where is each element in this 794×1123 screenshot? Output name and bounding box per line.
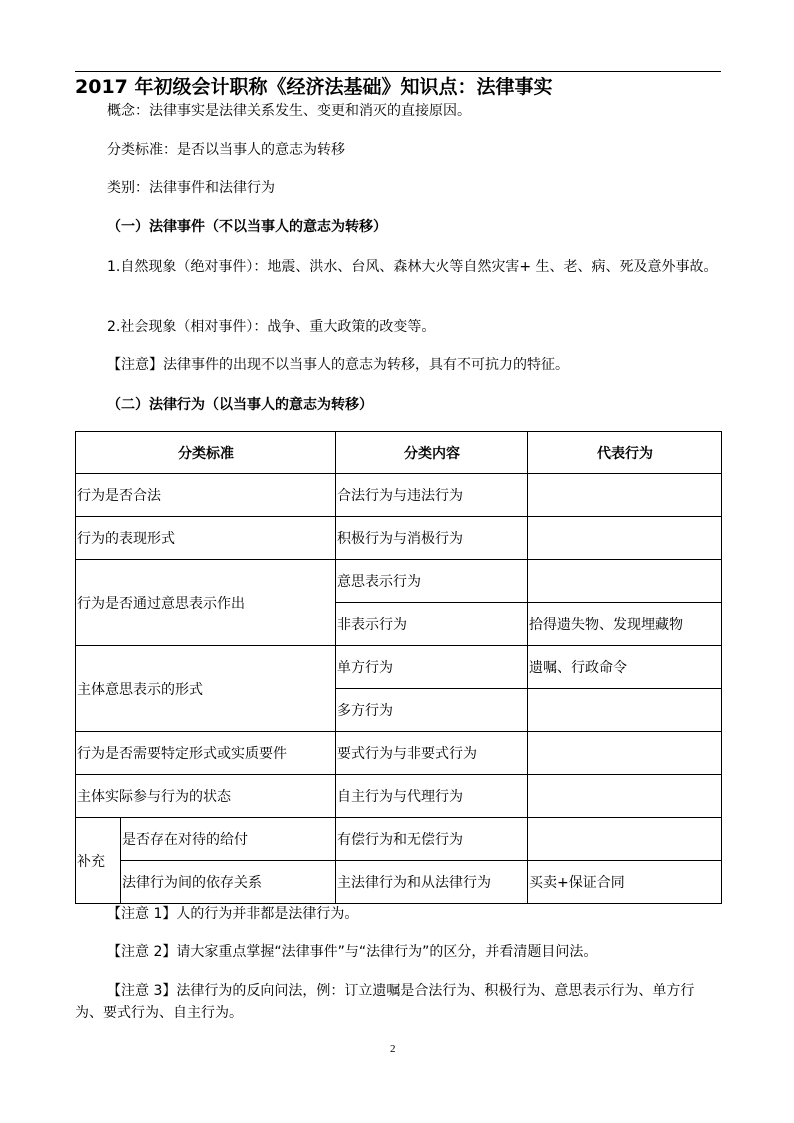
row-criterion: 行为是否需要特定形式或实质要件 — [76, 732, 336, 775]
table-row — [76, 861, 722, 904]
row-content: 非表示行为 — [336, 603, 528, 646]
header-example: 代表行为 — [528, 432, 722, 474]
legal-acts-table — [75, 431, 722, 904]
criterion-paragraph: 分类标准：是否以当事人的意志为转移 — [107, 142, 345, 158]
row-example — [528, 732, 722, 775]
row-criterion: 行为是否通过意思表示作出 — [76, 560, 336, 646]
row-content: 多方行为 — [336, 689, 528, 732]
page-number: 2 — [390, 1043, 396, 1055]
header-rule — [75, 71, 721, 72]
section2-heading: （二）法律行为（以当事人的意志为转移） — [107, 397, 373, 413]
table-row — [76, 732, 722, 775]
row-criterion: 行为是否合法 — [76, 474, 336, 517]
section1-heading: （一）法律事件（不以当事人的意志为转移） — [107, 219, 387, 235]
item1-paragraph: 1.自然现象（绝对事件）：地震、洪水、台风、森林大火等自然灾害+ 生、老、病、死及意外事故。 — [107, 259, 718, 275]
note1-paragraph: 【注意 1】人的行为并非都是法律行为。 — [107, 906, 359, 922]
row-example: 拾得遗失物、发现埋藏物 — [528, 603, 722, 646]
note-events-paragraph: 【注意】法律事件的出现不以当事人的意志为转移，具有不可抗力的特征。 — [107, 357, 569, 373]
category-paragraph: 类别：法律事件和法律行为 — [107, 180, 275, 196]
header-content: 分类内容 — [336, 432, 528, 474]
row-criterion: 主体实际参与行为的状态 — [76, 775, 336, 818]
row-example — [528, 689, 722, 732]
row-sub-criterion: 是否存在对待的给付 — [121, 818, 336, 861]
row-content: 要式行为与非要式行为 — [336, 732, 528, 775]
note2-paragraph: 【注意 2】请大家重点掌握“法律事件”与“法律行为”的区分，并看清题目问法。 — [107, 944, 598, 960]
table-row — [76, 560, 722, 603]
row-example: 买卖+保证合同 — [528, 861, 722, 904]
table-row — [76, 818, 722, 861]
row-example — [528, 517, 722, 560]
row-example — [528, 775, 722, 818]
row-content: 有偿行为和无偿行为 — [336, 818, 528, 861]
row-content: 单方行为 — [336, 646, 528, 689]
header-criterion: 分类标准 — [76, 432, 336, 474]
table-row — [76, 517, 722, 560]
row-content: 积极行为与消极行为 — [336, 517, 528, 560]
table-row — [76, 646, 722, 689]
row-sub-criterion: 法律行为间的依存关系 — [121, 861, 336, 904]
row-content: 合法行为与违法行为 — [336, 474, 528, 517]
table-row — [76, 775, 722, 818]
note3-paragraph: 【注意 3】法律行为的反向问法，例：订立遗嘱是合法行为、积极行为、意思表示行为、单方行为、要式行为、自主行为。 — [75, 983, 695, 1021]
row-content: 主法律行为和从法律行为 — [336, 861, 528, 904]
row-group-label: 补充 — [76, 818, 121, 904]
table-row — [76, 474, 722, 517]
row-criterion: 主体意思表示的形式 — [76, 646, 336, 732]
row-example — [528, 818, 722, 861]
row-example — [528, 560, 722, 603]
page-title: 2017 年初级会计职称《经济法基础》知识点：法律事实 — [75, 76, 553, 98]
row-example: 遗嘱、行政命令 — [528, 646, 722, 689]
row-content: 自主行为与代理行为 — [336, 775, 528, 818]
row-content: 意思表示行为 — [336, 560, 528, 603]
item2-paragraph: 2.社会现象（相对事件）：战争、重大政策的改变等。 — [107, 319, 436, 335]
concept-paragraph: 概念：法律事实是法律关系发生、变更和消灭的直接原因。 — [107, 103, 471, 119]
table-header-row — [76, 432, 722, 474]
row-example — [528, 474, 722, 517]
row-criterion: 行为的表现形式 — [76, 517, 336, 560]
